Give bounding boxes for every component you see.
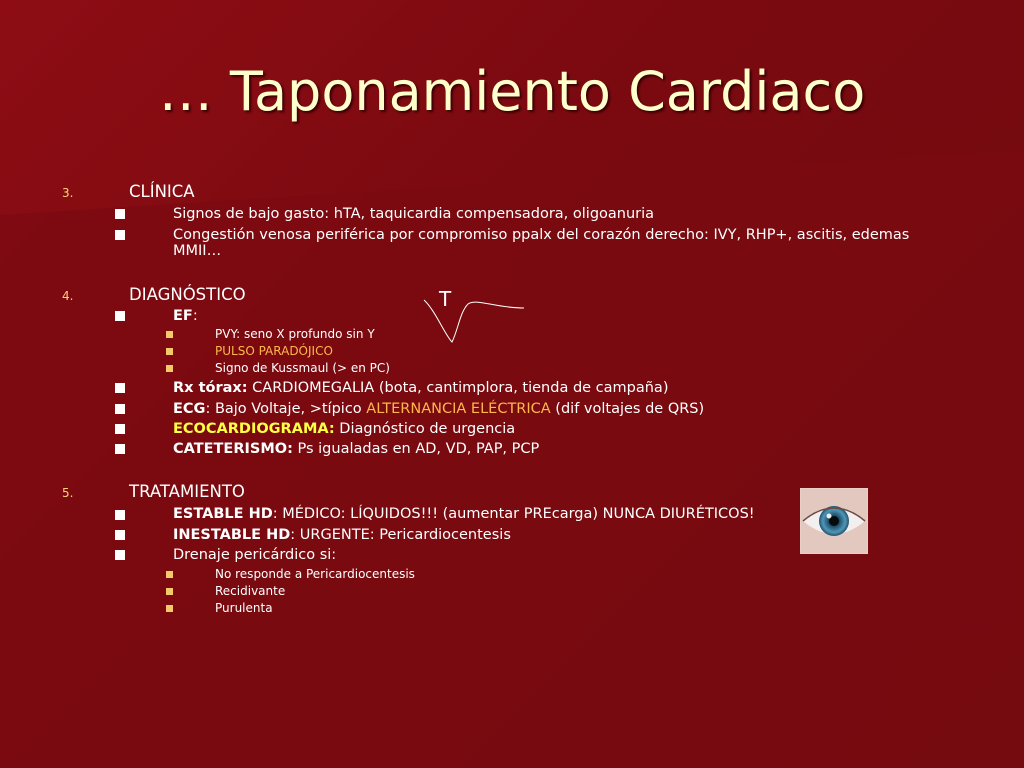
rx-item [173,380,668,396]
eco-label: ECOCARDIOGRAMA: [173,421,335,437]
eye-photo [800,488,868,554]
cat-item [173,441,539,457]
ecg-item [173,401,704,417]
list-item: Signos de bajo gasto: hTA, taquicardia compensadora, oligoanuria [173,206,655,222]
small-square-bullet-icon [166,348,173,355]
small-square-bullet-icon [166,571,173,578]
list-item-continuation: MMII… [173,243,222,259]
estable-label: ESTABLE HD [173,506,273,522]
eye-icon [801,489,867,553]
square-bullet-icon [115,424,125,434]
ef-item [173,308,198,324]
square-bullet-icon [115,510,125,520]
cat-text: Ps igualadas en AD, VD, PAP, PCP [292,441,540,457]
estable-item [173,506,755,522]
t-wave-drawing [420,290,530,350]
small-square-bullet-icon [166,331,173,338]
inestable-label: INESTABLE HD [173,527,291,543]
eco-item [173,421,515,437]
list-item: Congestión venosa periférica por compromiso ppalx del corazón derecho: IVY, RHP+, ascitis, edemas [173,227,910,243]
section-heading-diagnostico: DIAGNÓSTICO [129,285,246,304]
small-square-bullet-icon [166,588,173,595]
square-bullet-icon [115,230,125,240]
sub-list-item: PVY: seno X profundo sin Y [215,327,375,341]
section-heading-clinica: CLÍNICA [129,182,195,201]
section-number: 3. [62,186,74,200]
sub-list-item: PULSO PARADÓJICO [215,344,333,358]
small-square-bullet-icon [166,365,173,372]
section-heading-tratamiento: TRATAMIENTO [129,482,245,501]
ef-suffix: : [192,308,198,324]
slide-title: … Taponamiento Cardiaco [158,60,866,123]
ef-label: EF [173,308,193,324]
section-number: 4. [62,289,74,303]
ecg-text1: : Bajo Voltaje, >típico [205,401,367,417]
drenaje-item: Drenaje pericárdico si: [173,547,337,563]
square-bullet-icon [115,311,125,321]
square-bullet-icon [115,383,125,393]
inestable-text: : URGENTE: Pericardiocentesis [290,527,511,543]
ecg-highlight: ALTERNANCIA ELÉCTRICA [366,401,551,417]
section-number: 5. [62,486,74,500]
small-square-bullet-icon [166,605,173,612]
square-bullet-icon [115,444,125,454]
sub-list-item: Signo de Kussmaul (> en PC) [215,361,390,375]
ecg-text2: (dif voltajes de QRS) [550,401,705,417]
wave-label: T [439,287,452,311]
cat-label: CATETERISMO: [173,441,293,457]
sub-list-item: Purulenta [215,601,273,615]
sub-list-item: No responde a Pericardiocentesis [215,567,415,581]
square-bullet-icon [115,550,125,560]
ecg-label: ECG [173,401,206,417]
rx-label: Rx tórax: [173,380,248,396]
square-bullet-icon [115,530,125,540]
sub-list-item: Recidivante [215,584,286,598]
eco-text: Diagnóstico de urgencia [334,421,516,437]
square-bullet-icon [115,209,125,219]
rx-text: CARDIOMEGALIA (bota, cantimplora, tienda de campaña) [247,380,669,396]
estable-text: : MÉDICO: LÍQUIDOS!!! (aumentar PREcarga) NUNCA DIURÉTICOS! [272,506,755,522]
square-bullet-icon [115,404,125,414]
inestable-item [173,527,511,543]
